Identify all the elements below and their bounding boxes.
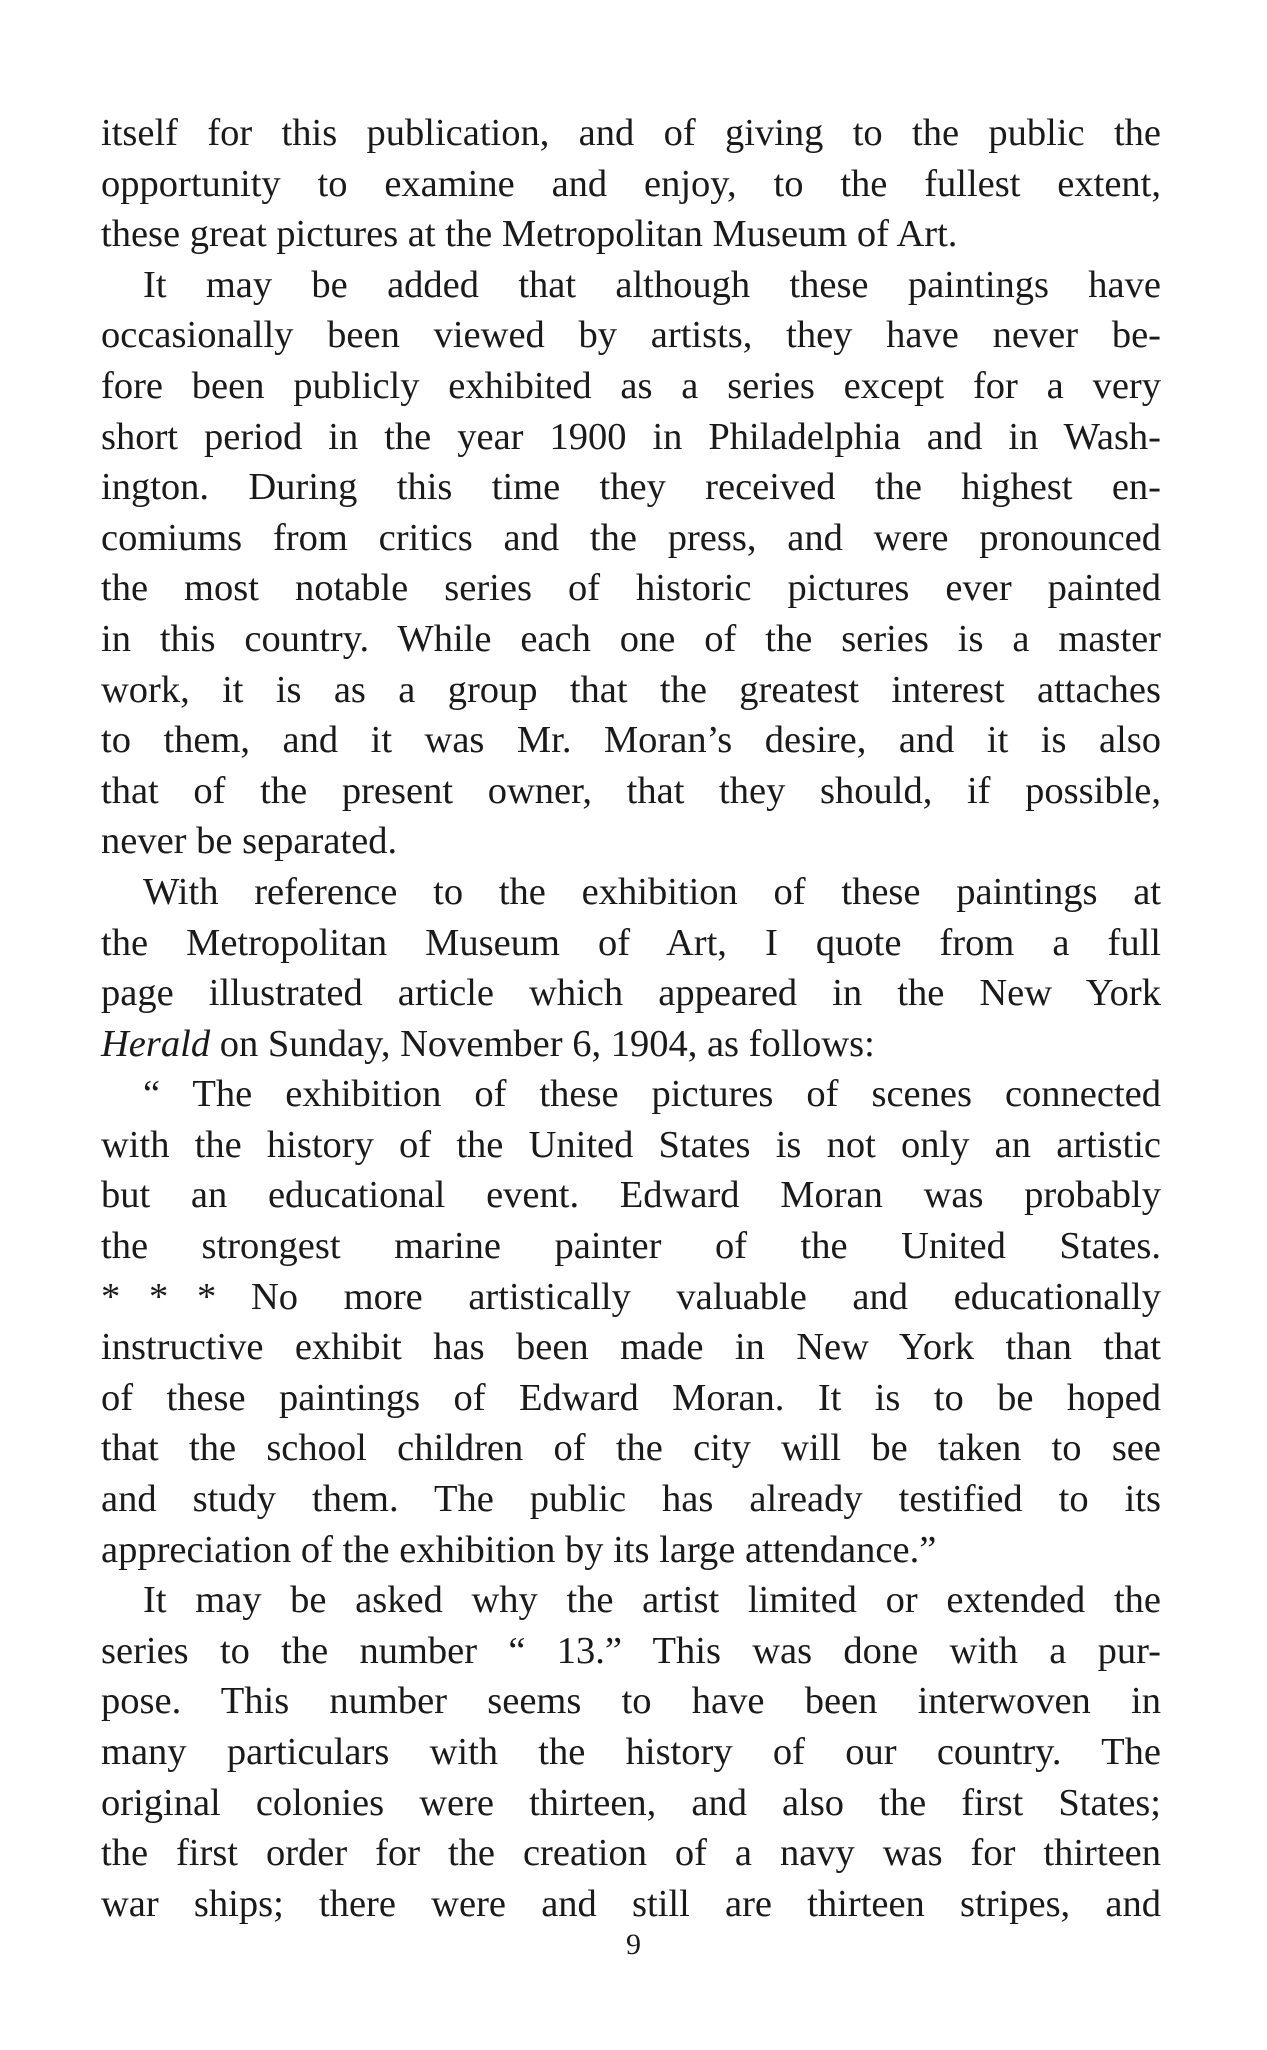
text-line [101,1019,1161,1070]
text-line: to them, and it was Mr. Moran’s desire, and it is also [101,719,1161,762]
page-body [101,108,1161,1929]
text-fragment: on Sunday, November 6, 1904, as follows: [210,1022,875,1065]
ellipsis-stars [101,1272,251,1323]
star-mark: * [149,1275,169,1318]
text-line: of these paintings of Edward Moran. It is to be hoped [101,1376,1161,1419]
text-line: that the school children of the city will be taken to see [101,1427,1161,1470]
paragraph-quote [101,1069,1161,1575]
text-fragment: No more artistically valuable and educationally [251,1275,1161,1318]
text-line: but an educational event. Edward Moran was probably [101,1174,1161,1217]
text-line: comiums from critics and the press, and were pronounced [101,516,1161,559]
text-line: in this country. While each one of the series is a master [101,617,1161,660]
paragraph-2 [101,260,1161,867]
paragraph-5 [101,1575,1161,1929]
text-line: ington. During this time they received the highest en- [101,466,1161,509]
paragraph-3 [101,867,1161,1069]
star-mark: * [101,1275,121,1318]
text-line: many particulars with the history of our country. The [101,1731,1161,1773]
text-line: appreciation of the exhibition by its large attendance.” [101,1528,937,1571]
text-line: war ships; there were and still are thirteen stripes, and [101,1882,1161,1925]
text-line: instructive exhibit has been made in New York than that [101,1326,1161,1369]
text-line: with the history of the United States is not only an artistic [101,1123,1161,1166]
text-line: pose. This number seems to have been interwoven in [101,1680,1161,1723]
text-line: work, it is as a group that the greatest interest attaches [101,668,1161,711]
text-line: itself for this publication, and of giving to the public the [101,112,1161,154]
star-mark: * [197,1275,217,1318]
text-line: occasionally been viewed by artists, they have never be- [101,314,1161,357]
text-line: It may be added that although these paintings have [143,263,1161,306]
text-line [101,1272,1161,1323]
text-line: the first order for the creation of a navy was for thirteen [101,1832,1161,1875]
paragraph-1 [101,108,1161,260]
text-line: It may be asked why the artist limited or extended the [143,1579,1161,1622]
text-line: page illustrated article which appeared in the New York [101,972,1161,1015]
text-line: original colonies were thirteen, and also the first States; [101,1781,1161,1824]
text-line: the most notable series of historic pictures ever painted [101,567,1161,610]
newspaper-title: Herald [101,1022,211,1065]
text-line: With reference to the exhibition of these paintings at [143,870,1161,913]
text-line: the strongest marine painter of the United States. [101,1225,1161,1268]
page-number: 9 [626,1928,641,1961]
text-line: “ The exhibition of these pictures of scenes connected [143,1073,1161,1116]
text-line: fore been publicly exhibited as a series except for a very [101,364,1161,407]
text-line: short period in the year 1900 in Philadelphia and in Wash- [101,415,1161,458]
text-line: series to the number “ 13.” This was done with a pur- [101,1629,1161,1672]
text-line: opportunity to examine and enjoy, to the fullest extent, [101,162,1161,205]
text-line: that of the present owner, that they should, if possible, [101,769,1161,812]
text-line: and study them. The public has already testified to its [101,1478,1161,1521]
text-line: never be separated. [101,820,398,863]
text-line: these great pictures at the Metropolitan Museum of Art. [101,213,958,256]
text-line: the Metropolitan Museum of Art, I quote from a full [101,921,1161,964]
